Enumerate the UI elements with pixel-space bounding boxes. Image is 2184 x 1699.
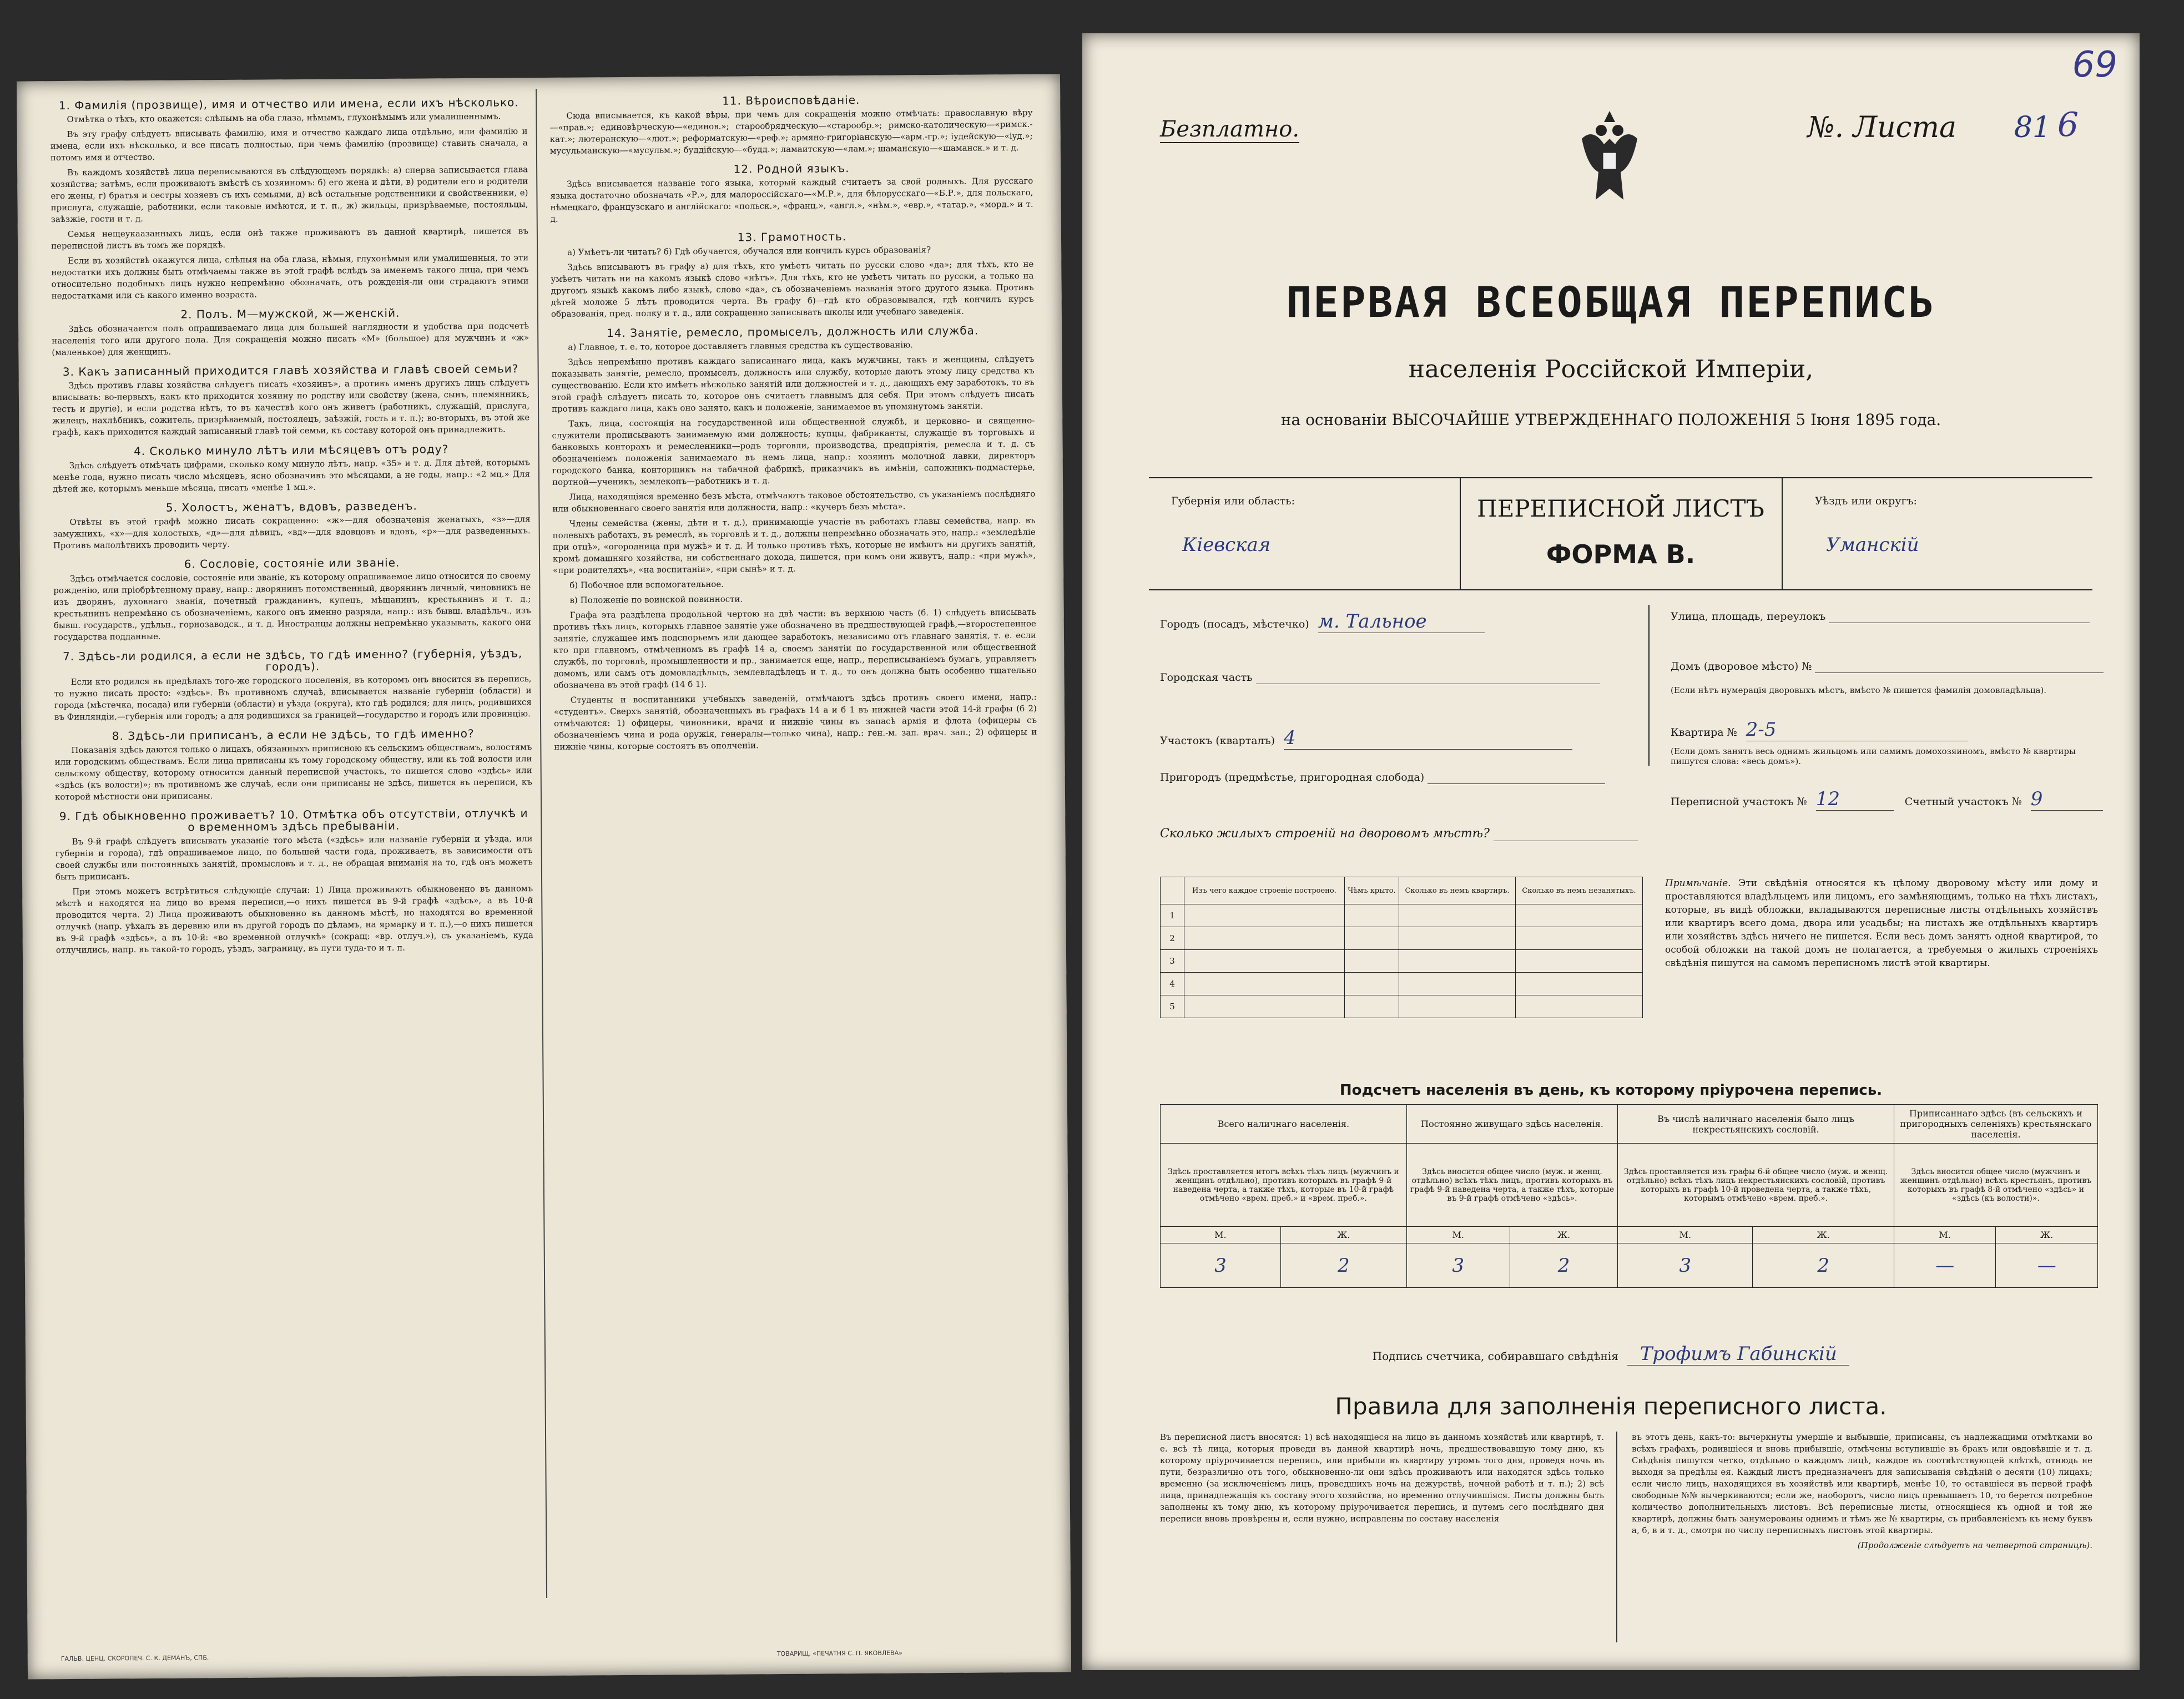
table-row — [1161, 927, 1643, 950]
pop-value[interactable]: 2 — [1510, 1243, 1618, 1288]
section-heading: 1. Фамилія (прозвище), имя и отчество или имена, если ихъ нѣсколько. — [58, 95, 519, 113]
population-table-header — [1161, 1105, 2098, 1144]
instructions-column-1 — [50, 89, 533, 959]
buildings-question-text: Сколько жилыхъ строеній на дворовомъ мѣстѣ? — [1160, 827, 1490, 841]
table-cell[interactable] — [1184, 995, 1345, 1018]
section-heading: 14. Занятіе, ремесло, промыселъ, должность или служба. — [606, 323, 979, 340]
paragraph: При этомъ можетъ встрѣтиться слѣдующіе случаи: 1) Лица проживаютъ обыкновенно въ данномъ мѣстѣ и находятся на лицо во время переписи,—о нихъ пишется въ 9-й графѣ «здѣсь», а въ 10-й проводится черта. 2) Лица проживаютъ обыкновенно въ данномъ мѣстѣ, но находятся во временной отлучкѣ (напр. уѣхалъ въ деревню или въ другой городъ по дѣламъ, на ярмарку и т. п.),—о нихъ пишется въ 9-й графѣ «здѣсь», а въ 10-й: «во временной отлучкѣ» (сокращ: «вр. отлуч.»), съ указаніемъ, куда отлучились, напр. въ такой-то городъ, уѣздъ, заграницу, въ пути туда-то и т. п. — [56, 883, 533, 955]
precinct-value[interactable]: 4 — [1284, 727, 1572, 750]
suburb-value[interactable] — [1428, 771, 1605, 784]
paragraph: Такъ, лица, состоящія на государственной или общественной службѣ, и церковно- и священно-служители прописываютъ занимаемую ими должность; купцы, фабриканты, служащіе въ торговыхъ и банковыхъ конторахъ и ремесленники—родъ торговли, производства, предпріятія, ремесла и т. д. съ обозначеніемъ положенія занимаемаго въ немъ лица, напр.: хозяинъ молочной лавки, директоръ городского банка, конторщикъ на табачной фабрикѣ, приказчикъ въ имѣніи, сапожникъ-подмастерье, портной—ученикъ, землекопъ—работникъ и т. д. — [552, 415, 1035, 487]
section-heading: 6. Сословіе, состояніе или званіе. — [184, 555, 400, 571]
sheet-number-label: №. Листа — [1807, 111, 1956, 144]
table-cell[interactable] — [1516, 973, 1643, 995]
district-cell — [1782, 478, 2092, 589]
pop-header-present: Всего наличнаго населенія. — [1161, 1105, 1407, 1144]
pop-value[interactable]: — — [1996, 1243, 2098, 1288]
house-note: (Если нѣтъ нумерація дворовыхъ мѣстъ, вмѣсто № пишется фамилія домовладѣльца). — [1671, 685, 2047, 695]
table-cell[interactable] — [1516, 950, 1643, 973]
sheet-number-value: 81 — [2014, 111, 2051, 144]
count-precinct-label: Счетный участокъ № — [1904, 796, 2022, 808]
female-label: Ж. — [1280, 1227, 1406, 1243]
pop-value[interactable]: 3 — [1618, 1243, 1753, 1288]
province-value[interactable]: Кіевская — [1182, 534, 1271, 556]
pop-value[interactable]: 3 — [1161, 1243, 1281, 1288]
section-heading: 9. Гдѣ обыкновенно проживаетъ? 10. Отмѣтка объ отсутствіи, отлучкѣ и о временномъ здѣсь пребываніи. — [59, 806, 528, 834]
table-cell[interactable] — [1184, 927, 1345, 950]
section-heading: 2. Полъ. М—мужской, ж—женскій. — [180, 306, 400, 321]
table-row — [1161, 973, 1643, 995]
pop-desc: Здѣсь вносится общее число (мужчинъ и женщинъ отдѣльно) всѣхъ крестьянъ, противъ которыхъ въ графѣ 8-й отмѣчено «здѣсь» и «здѣсь (къ волости)». — [1894, 1144, 2097, 1227]
house-field — [1671, 660, 2104, 673]
table-cell[interactable] — [1344, 995, 1399, 1018]
paragraph: Отвѣты въ этой графѣ можно писать сокращенно: «ж»—для обозначенія женатыхъ, «з»—для замужнихъ, «х»—для холостыхъ, «д»—для дѣвицъ, «вд»—для вдовцовъ и вдовъ, «р»—для разведенныхъ. Противъ малолѣтнихъ проводить черту. — [53, 514, 531, 551]
count-precinct-value[interactable]: 9 — [2031, 788, 2103, 811]
table-cell[interactable] — [1516, 904, 1643, 927]
section-heading: 7. Здѣсь-ли родился, а если не здѣсь, то гдѣ именно? (губернія, уѣздъ, городъ). — [62, 646, 523, 674]
buildings-table-header — [1161, 877, 1643, 904]
pop-desc: Здѣсь вносится общее число (муж. и женщ. отдѣльно) всѣхъ тѣхъ лицъ, противъ которыхъ въ графѣ 9-й наведена черта, а также тѣхъ, которые въ 9-й графѣ отмѣчено «здѣсь». — [1406, 1144, 1618, 1227]
paragraph: Показанія здѣсь даются только о лицахъ, обязанныхъ приписною къ сельскимъ обществамъ, волостямъ или городскимъ обществамъ. Если лица приписаны къ тому городскому обществу, или къ той волости или сельскому обществу, которому относится данный переписной участокъ, то пишется слово «здѣсь» или «здѣсь (къ волости)»; въ противномъ же случаѣ, если они приписаны не здѣсь, пишется въ переписи, къ которой мѣстности они приписаны. — [54, 742, 532, 802]
paragraph: Студенты и воспитанники учебныхъ заведеній, отмѣчаютъ здѣсь противъ своего имени, напр.: «студентъ». Сверхъ занятій, обозначенныхъ въ графахъ 14 а и б 1 въ нижней части этой 14-й графы (б 2) отмѣчаются: 1) офицеры, чиновники, врачи и нижніе чины въ запасѣ армія и флота (офицеры съ обозначеніемъ чина и рода оружія, генералы—только чина), напр.: ген.-м. зап. врач. зап.; 2) офицеры и нижніе чины, которые состоятъ въ ополченіи. — [553, 691, 1037, 752]
paragraph: Графа эта раздѣлена продольной чертою на двѣ части: въ верхнюю часть (б. 1) слѣдуетъ вписывать противъ тѣхъ лицъ, которыхъ главное занятіе уже обозначено въ предшествующей графѣ,—второстепенное занятіе, служащее имъ подспорьемъ или дающее заработокъ, независимо отъ главнаго занятія, т. е. если кто при главномъ, отмѣченномъ въ графѣ 14 а, своемъ занятіи по государственной или общественной службѣ, по торговлѣ, промышленности и пр., занимается еще, напр., переписываніемъ бумагъ, управляетъ домомъ, или самъ отъ домовладѣльцъ, землевладѣлецъ и т. д., то онъ должна быть особенно тщательно обозначена въ этой графѣ (14 б 1). — [553, 606, 1037, 690]
paragraph: Лица, находящіяся временно безъ мѣста, отмѣчаютъ таковое обстоятельство, съ указаніемъ послѣдняго или обыкновеннаго своего занятія или должности, напр.: «кучеръ безъ мѣста». — [552, 488, 1036, 514]
row-number: 2 — [1161, 927, 1184, 950]
table-cell[interactable] — [1184, 950, 1345, 973]
population-table-description — [1161, 1144, 2098, 1227]
section-heading: 5. Холостъ, женатъ, вдовъ, разведенъ. — [165, 499, 417, 514]
city-part-value[interactable] — [1256, 671, 1600, 684]
paragraph: Въ 9-й графѣ слѣдуетъ вписывать указаніе того мѣста («здѣсь» или названіе губерніи и уѣзда, или губерніи и города), гдѣ опрашиваемое лицо, по большей части года, проживаетъ, въ зависимости отъ своей службы или постоянныхъ занятій, промысловъ и т. д., не обращая вниманія на то, гдѣ онъ можетъ быть приписанъ. — [55, 833, 533, 882]
section-heading: 4. Сколько минуло лѣтъ или мѣсяцевъ отъ роду? — [133, 442, 449, 458]
buildings-count-value[interactable] — [1494, 827, 1638, 841]
street-label: Улица, площадь, переулокъ — [1671, 610, 1826, 623]
apartment-note: (Если домъ занятъ весь однимъ жильцомъ или самимъ домохозяиномъ, вмѣсто № квартиры пишутся слова: «весь домъ»). — [1671, 746, 2076, 766]
form-legal-basis: на основаніи ВЫСОЧАЙШЕ УТВЕРЖДЕННАГО ПОЛОЖЕНІЯ 5 Іюня 1895 года. — [1280, 411, 1941, 429]
buildings-header-apartments: Сколько въ немъ квартиръ. — [1399, 877, 1516, 904]
apartment-label: Квартира № — [1671, 726, 1737, 739]
form-title-cell — [1460, 478, 1783, 589]
rules-divider — [1616, 1432, 1617, 1642]
census-precinct-field — [1671, 788, 2103, 811]
city-part-label: Городская часть — [1160, 671, 1253, 684]
paragraph: а) Умѣетъ-ли читать? б) Гдѣ обучается, обучался или кончилъ курсъ образованія? — [567, 245, 931, 257]
city-value[interactable]: м. Тальное — [1318, 610, 1485, 633]
section-heading: 8. Здѣсь-ли приписанъ, а если не здѣсь, то гдѣ именно? — [112, 726, 475, 743]
street-value[interactable] — [1829, 610, 2090, 623]
paragraph: Здѣсь обозначается полъ опрашиваемаго лица для большей наглядности и удобства при подсчетѣ населенія того или другого пола. Для сокращенія можно писать «М» (большое) для мужчинъ и «ж» (маленькое) для женщинъ. — [52, 321, 529, 358]
table-cell[interactable] — [1399, 995, 1516, 1018]
paragraph: Здѣсь вписываютъ въ графу а) для тѣхъ, кто умѣетъ читать по русски слово «да»; для тѣхъ, кто не умѣетъ читать ни на какомъ языкѣ слово «нѣтъ». Для тѣхъ, кто не умѣетъ читать по русски, а только на другомъ языкѣ какомъ либо языкѣ, слово «да», съ обозначеніемъ названія этого другого языка. Противъ дѣтей моложе 5 лѣтъ проводится черта. Въ графу б)—гдѣ кто образовывался, гдѣ кончилъ курсъ образованія, пред. полку и т. д., или сокращенно записывать школы или учебнаго заведенія. — [551, 259, 1034, 319]
pop-value[interactable]: 3 — [1406, 1243, 1510, 1288]
paragraph: Члены семейства (жены, дѣти и т. д.), принимающіе участіе въ работахъ главы семейства, напр. въ полевыхъ работахъ, въ ремеслѣ, въ торговлѣ и т. д., должны непремѣнно обозначать это, напр.: «земледѣліе при отцѣ», «огородница при мужѣ» и т. д. И только противъ тѣхъ, которые не имѣютъ ни другихъ занятій, кромѣ домашняго хозяйства, ни собственнаго дохода, пишется, при комъ они живутъ, напр.: «при мужѣ», «при родителяхъ», «на воспитаніи», «при сынѣ» и т. д. — [552, 515, 1036, 575]
paragraph: Здѣсь слѣдуетъ отмѣчать цифрами, сколько кому минуло лѣтъ, напр. «35» и т. д. Для дѣтей, которымъ менѣе года, нужно писать число мѣсяцевъ, ясно обозначивъ это мѣсяцами, а не годы, напр.: «2 мц.» Для дѣтей же, которымъ меньше мѣсяца, писать «менѣе 1 мц.». — [52, 457, 530, 494]
male-label: М. — [1894, 1227, 1996, 1243]
female-label: Ж. — [1996, 1227, 2098, 1243]
census-precinct-label: Переписной участокъ № — [1671, 796, 1807, 808]
buildings-note — [1665, 877, 2098, 970]
section-heading: 12. Родной языкъ. — [733, 161, 850, 176]
population-values-row — [1161, 1243, 2098, 1288]
female-label: Ж. — [1510, 1227, 1618, 1243]
note-text: Эти свѣдѣнія относятся къ цѣлому дворовому мѣсту или дому и проставляются владѣльцемъ или лицомъ, его замѣняющимъ, только на тѣхъ листахъ, которые, въ видѣ обложки, вкладываются переписные листы отдѣльныхъ хозяйствъ или квартиръ всего дома, двора или усадьбы; на листахъ же отдѣльныхъ квартиръ или хозяйствъ здѣсь ничего не пишется. Если весь домъ занятъ одной квартирой, то особой обложки на такой домъ не полагается, а требуемыя о жилыхъ строеніяхъ свѣдѣнія пишутся на самомъ переписномъ листѣ этой квартиры. — [1665, 878, 2099, 969]
paragraph: Въ эту графу слѣдуетъ вписывать фамилію, имя и отчество каждаго лица отдѣльно, или фамилію и имена, если ихъ нѣсколько, и все писать полностью, при чемъ фамилію (прозвище) ставить сначала, а потомъ имя и отчество. — [50, 126, 528, 163]
pop-value[interactable]: 2 — [1280, 1243, 1406, 1288]
city-field — [1160, 610, 1485, 633]
address-divider — [1648, 605, 1650, 766]
male-label: М. — [1161, 1227, 1281, 1243]
male-label: М. — [1406, 1227, 1510, 1243]
left-page — [17, 74, 1071, 1679]
table-cell[interactable] — [1516, 995, 1643, 1018]
rules-title: Правила для заполненія переписного листа. — [1335, 1393, 1887, 1420]
form-subtitle: населенія Россійской Имперіи, — [1408, 355, 1814, 383]
instructions-column-2 — [549, 85, 1037, 756]
city-label: Городъ (посадъ, мѣстечко) — [1160, 618, 1309, 630]
female-label: Ж. — [1753, 1227, 1894, 1243]
district-label: Уѣздъ или округъ: — [1815, 495, 1917, 507]
paragraph: в) Положеніе по воинской повинности. — [569, 594, 743, 605]
apartment-value[interactable]: 2-5 — [1746, 719, 1968, 741]
archive-number: 69 — [2072, 44, 2117, 85]
paragraph: Отмѣтка о тѣхъ, кто окажется: слѣпымъ на оба глаза, нѣмымъ, глухонѣмымъ или умалишеннымъ. — [67, 111, 501, 124]
paragraph: Если въ хозяйствѣ окажутся лица, слѣпыя на оба глаза, нѣмыя, глухонѣмыя или умалишенныя, то эти недостатки ихъ должны быть отмѣчаемы также въ этой графѣ вслѣдъ за именемъ такого лица, при чемъ относительно подобныхъ лицъ нужно непремѣнно обозначать, отъ рожденія-ли они страдаютъ этими недостатками или съ какого именно возраста. — [51, 252, 529, 301]
buildings-header-num — [1161, 877, 1184, 904]
suburb-label: Пригородъ (предмѣстье, пригородная слобода) — [1160, 771, 1425, 783]
imperial-eagle-emblem-icon — [1571, 105, 1648, 216]
form-title: ПЕРЕПИСНОЙ ЛИСТЪ — [1477, 495, 1764, 522]
rules-column-1: Въ переписной листъ вносятся: 1) всѣ находящіеся на лицо въ данномъ хозяйствѣ или квартирѣ, т. е. всѣ тѣ лица, которыя проведи въ данной квартирѣ ночь, предшествовавшую тому дню, къ которому пріурочивается перепись, или прибыли въ квартиру утромъ того дня, проведя ночь въ пути, безразлично отъ того, обыкновенно-ли они здѣсь проживаютъ или находятся здѣсь только временно (за исключеніемъ лицъ, проведшихъ ночь на дежурствѣ, ночной работѣ и т. п.); 2) всѣ лица, принадлежащія къ составу этого хозяйства, но временно отлучившіяся. Листы должны быть заполнены къ тому дню, къ которому пріурочивается перепись, и путемъ сего послѣдняго дня переписи вновь провѣрены и, если нужно, исправлены по составу населенія — [1160, 1432, 1604, 1524]
pop-header-registered-peasant: Приписаннаго здѣсь (въ сельскихъ и пригородныхъ селеніяхъ) крестьянскаго населенія. — [1894, 1105, 2097, 1144]
table-cell[interactable] — [1399, 927, 1516, 950]
table-cell[interactable] — [1344, 950, 1399, 973]
section-heading: 13. Грамотность. — [737, 230, 847, 244]
table-cell[interactable] — [1399, 904, 1516, 927]
census-form-page — [1082, 33, 2140, 1670]
buildings-table — [1160, 877, 1643, 1018]
pop-header-non-peasant: Въ числѣ наличнаго населенія было лицъ некрестьянскихъ сословій. — [1618, 1105, 1894, 1144]
form-main-title: ПЕРВАЯ ВСЕОБЩАЯ ПЕРЕПИСЬ — [1286, 277, 1936, 327]
paragraph: Въ каждомъ хозяйствѣ лица переписываются въ слѣдующемъ порядкѣ: а) сперва записывается глава хозяйства; затѣмъ, если проживаютъ вмѣстѣ съ хозяиномъ: б) его жена и дѣти, в) родители его и родители его жены, г) братья и сестры хозяевъ съ ихъ семьями, д) всѣ остальные родственники и свойственники, е) прислуга, служащіе, работники, если таковые имѣются, и т. п., ж) жильцы, призрѣваемые, постояльцы, заѣзжіе, гости и т. д. — [51, 164, 528, 225]
form-name: ФОРМА В. — [1546, 539, 1696, 569]
paragraph: Сюда вписывается, къ какой вѣры, при чемъ для сокращенія можно отмѣчать: православную вѣру—«прав.»; единовѣрческую—«единов.»; старообрядческую—«старообр.»; римско-католическую—«римск.-кат.»; лютеранскую—«лют.»; реформатскую—«реф.»; армяно-григоріанскую—«арм.-гр.»; іудейскую—«іуд.»; мусульманскую—«мусульм.»; буддійскую—«будд.»; ламаитскую—«лам.»; шаманскую—«шаманск.» и т. д. — [549, 107, 1033, 156]
district-value[interactable]: Уманскій — [1826, 534, 1919, 556]
free-label: Безплатно. — [1160, 117, 1300, 142]
buildings-header-material: Изъ чего каждое строеніе построено. — [1184, 877, 1345, 904]
rules-column-2-text: въ этотъ день, какъ-то: вычеркнуты умершіе и выбывшіе, приписаны, съ надлежащими отмѣтками во всѣхъ графахъ, родившіеся и вновь прибывшіе, отмѣчены вступившіе въ бракъ или овдовѣвшіе и т. д. Свѣдѣнія пишутся четко, отдѣльно о каждомъ лицѣ, каждое въ соотвѣтствующей клѣткѣ, отнюдь не выходя за предѣлы ея. Каждый листъ предназначенъ для записыванія свѣдѣній о десяти (10) лицахъ; если число лицъ, находящихся въ хозяйствѣ или квартирѣ, менѣе 10, то оставшіеся въ первой графѣ свободные №№ вычеркиваются; если же, наоборотъ, число лицъ превышаетъ 10, то берется потребное количество дополнительныхъ листовъ. Всѣ переписные листы, относящіеся къ одной и той же квартирѣ, должны быть занумерованы однимъ и тѣмъ же № квартиры, съ прибавленіемъ къ нему буквъ а, б, в и т. д., смотря по числу переписныхъ листовъ этой квартиры. — [1632, 1432, 2092, 1535]
table-cell[interactable] — [1344, 904, 1399, 927]
buildings-header-vacant: Сколько въ немъ незанятыхъ. — [1516, 877, 1643, 904]
precinct-field — [1160, 727, 1572, 750]
section-heading: 3. Какъ записанный приходится главѣ хозяйства и главѣ своей семьи? — [62, 362, 519, 379]
pop-desc: Здѣсь проставляется изъ графы 6-й общее число (муж. и женщ. отдѣльно) всѣхъ тѣхъ лицъ некрестьянскихъ сословій, противъ которыхъ въ графѣ 10-й проведена черта, а также тѣхъ, которымъ отмѣчено «врем. преб.». — [1618, 1144, 1894, 1227]
population-count-title: Подсчетъ населенія въ день, къ которому пріурочена перепись. — [1339, 1082, 1883, 1099]
street-field — [1671, 610, 2090, 623]
row-number: 4 — [1161, 973, 1184, 995]
note-heading: Примѣчаніе. — [1665, 878, 1731, 889]
printer-mark-right: ТОВАРИЩ. «ПЕЧАТНЯ С. П. ЯКОВЛЕВА» — [776, 1649, 902, 1658]
header-box-row — [1149, 477, 2092, 590]
paragraph: Здѣсь противъ главы хозяйства слѣдуетъ писать «хозяинъ», а противъ именъ другихъ лицъ слѣдуетъ вписывать: во-первыхъ, какъ кто приходится хозяину по родству или свойству (жена, сынъ, племянникъ, тесть и другіе), и если родства нѣтъ, то въ качествѣ кого онъ живетъ (работникъ, служащій, прислуга, жилецъ, нахлѣбникъ, сожитель, призрѣваемый, постоялецъ, заѣзжій, гость и т. п.); во-вторыхъ, въ этой же графѣ, какъ приходится каждый записанный главѣ той семьи, къ составу которой онъ принадлежитъ. — [52, 377, 530, 438]
rules-column-2 — [1632, 1432, 2092, 1551]
province-label: Губернія или область: — [1171, 495, 1295, 507]
paragraph: Здѣсь непремѣнно противъ каждаго записаннаго лица, какъ мужчины, такъ и женщины, слѣдуетъ показывать занятіе, ремесло, промыселъ, должность или службу, которые даютъ этому лицу средства къ существованію. Если кто имѣетъ нѣсколько занятій или должностей и т. д., дающихъ ему заработокъ, то въ этой графѣ слѣдуетъ писать то, которое онъ считаетъ главнымъ для себя. При этомъ слѣдуетъ писать противъ каждаго лица, какъ оно занято, какъ и положеніе, занимаемое въ упомянутомъ занятіи. — [551, 353, 1035, 414]
table-cell[interactable] — [1399, 973, 1516, 995]
table-cell[interactable] — [1399, 950, 1516, 973]
census-precinct-value[interactable]: 12 — [1816, 788, 1894, 811]
rules-continued: (Продолженіе слѣдуетъ на четвертой страницѣ). — [1857, 1540, 2092, 1550]
city-part-field — [1160, 671, 1600, 684]
table-cell[interactable] — [1184, 904, 1345, 927]
enumerator-signature — [1082, 1343, 2140, 1366]
signature-label: Подпись счетчика, собиравшаго свѣдѣнія — [1372, 1349, 1618, 1363]
row-number: 3 — [1161, 950, 1184, 973]
table-cell[interactable] — [1516, 927, 1643, 950]
buildings-header-roof: Чѣмъ крыто. — [1344, 877, 1399, 904]
province-cell — [1149, 478, 1461, 589]
precinct-label: Участокъ (кварталъ) — [1160, 735, 1275, 747]
male-label: М. — [1618, 1227, 1753, 1243]
apartment-field — [1671, 719, 1968, 741]
table-cell[interactable] — [1344, 973, 1399, 995]
pop-header-permanent: Постоянно живущаго здѣсь населенія. — [1406, 1105, 1618, 1144]
paragraph: Здѣсь вписывается названіе того языка, который каждый считаетъ за свой родныхъ. Для русскаго языка достаточно обозначать «Р.», для малороссійскаго—«М.Р.», для бѣлорусскаго—«Б.Р.», для польскаго, нѣмецкаго, французскаго и англійскаго: «польск.», «франц.», «англ.», «нѣм.», «евр.», «татар.», «морд.» и т. д. — [550, 175, 1033, 224]
section-heading: 11. Вѣроисповѣданіе. — [722, 93, 860, 108]
buildings-question — [1160, 827, 1638, 841]
row-number: 1 — [1161, 904, 1184, 927]
pop-value[interactable]: — — [1894, 1243, 1996, 1288]
table-cell[interactable] — [1184, 973, 1345, 995]
row-number: 5 — [1161, 995, 1184, 1018]
paragraph: Семья нещеукаазанныхъ лицъ, если онѣ также проживаютъ въ данной квартирѣ, пишется въ переписной листъ въ томъ же порядкѣ. — [51, 226, 528, 251]
table-row — [1161, 904, 1643, 927]
signature-value[interactable]: Трофимъ Габинскій — [1627, 1343, 1849, 1366]
paragraph: б) Побочное или вспомогательное. — [569, 579, 724, 590]
archive-number-2: 6 — [2057, 105, 2079, 144]
pop-desc: Здѣсь проставляется итогъ всѣхъ тѣхъ лицъ (мужчинъ и женщинъ отдѣльно), противъ которыхъ въ графѣ 9-й наведена черта, а также тѣхъ, которые въ 10-й графѣ отмѣчено «врем. преб.» и «врем. преб.». — [1161, 1144, 1407, 1227]
table-cell[interactable] — [1344, 927, 1399, 950]
paragraph: Здѣсь отмѣчается сословіе, состояніе или званіе, къ которому опрашиваемое лицо относится по своему рожденію, или пріобрѣтенному праву, напр.: дворянинъ потомственный, дворянинъ личный, чиновникъ не изъ дворянъ, духовнаго званія, почетный гражданинъ, купецъ, мѣщанинъ, крестьянинъ и т. д.; крестьянинъ непремѣнно съ обозначеніемъ, какого онъ именно разряда, напр.: изъ бывш. владѣльч., изъ бывш. государств., удѣльн., горнозаводск., и т. д. Иностранцы должны непремѣнно указывать, какого они государства подданные. — [53, 570, 531, 643]
paragraph: а) Главное, т. е. то, которое доставляетъ главныя средства къ существованію. — [568, 340, 914, 352]
printer-mark-left: ГАЛЬВ. ЦЕНЦ. СКОРОПЕЧ. С. К. ДЕМАНЪ, СПБ. — [60, 1654, 209, 1663]
pop-value[interactable]: 2 — [1753, 1243, 1894, 1288]
house-value[interactable] — [1815, 660, 2104, 673]
population-table — [1160, 1104, 2098, 1288]
paragraph: Если кто родился въ предѣлахъ того-же городского поселенія, въ которомъ онъ вносится въ перепись, то нужно писать просто: «здѣсь». Въ противномъ случаѣ, вписывается названіе губерніи (области) и города (мѣстечка, посада) или губерніи (области) и уѣзда (округа), кто гдѣ родился; для лицъ, родившихся въ Финляндіи,—губернія или городъ; а для родившихся за границей—государство и городъ или провинцію. — [54, 674, 532, 722]
house-label: Домъ (дворовое мѣсто) № — [1671, 660, 1812, 672]
suburb-field — [1160, 771, 1605, 784]
population-sex-row — [1161, 1227, 2098, 1243]
table-row — [1161, 950, 1643, 973]
column-divider — [536, 89, 547, 1598]
table-row — [1161, 995, 1643, 1018]
